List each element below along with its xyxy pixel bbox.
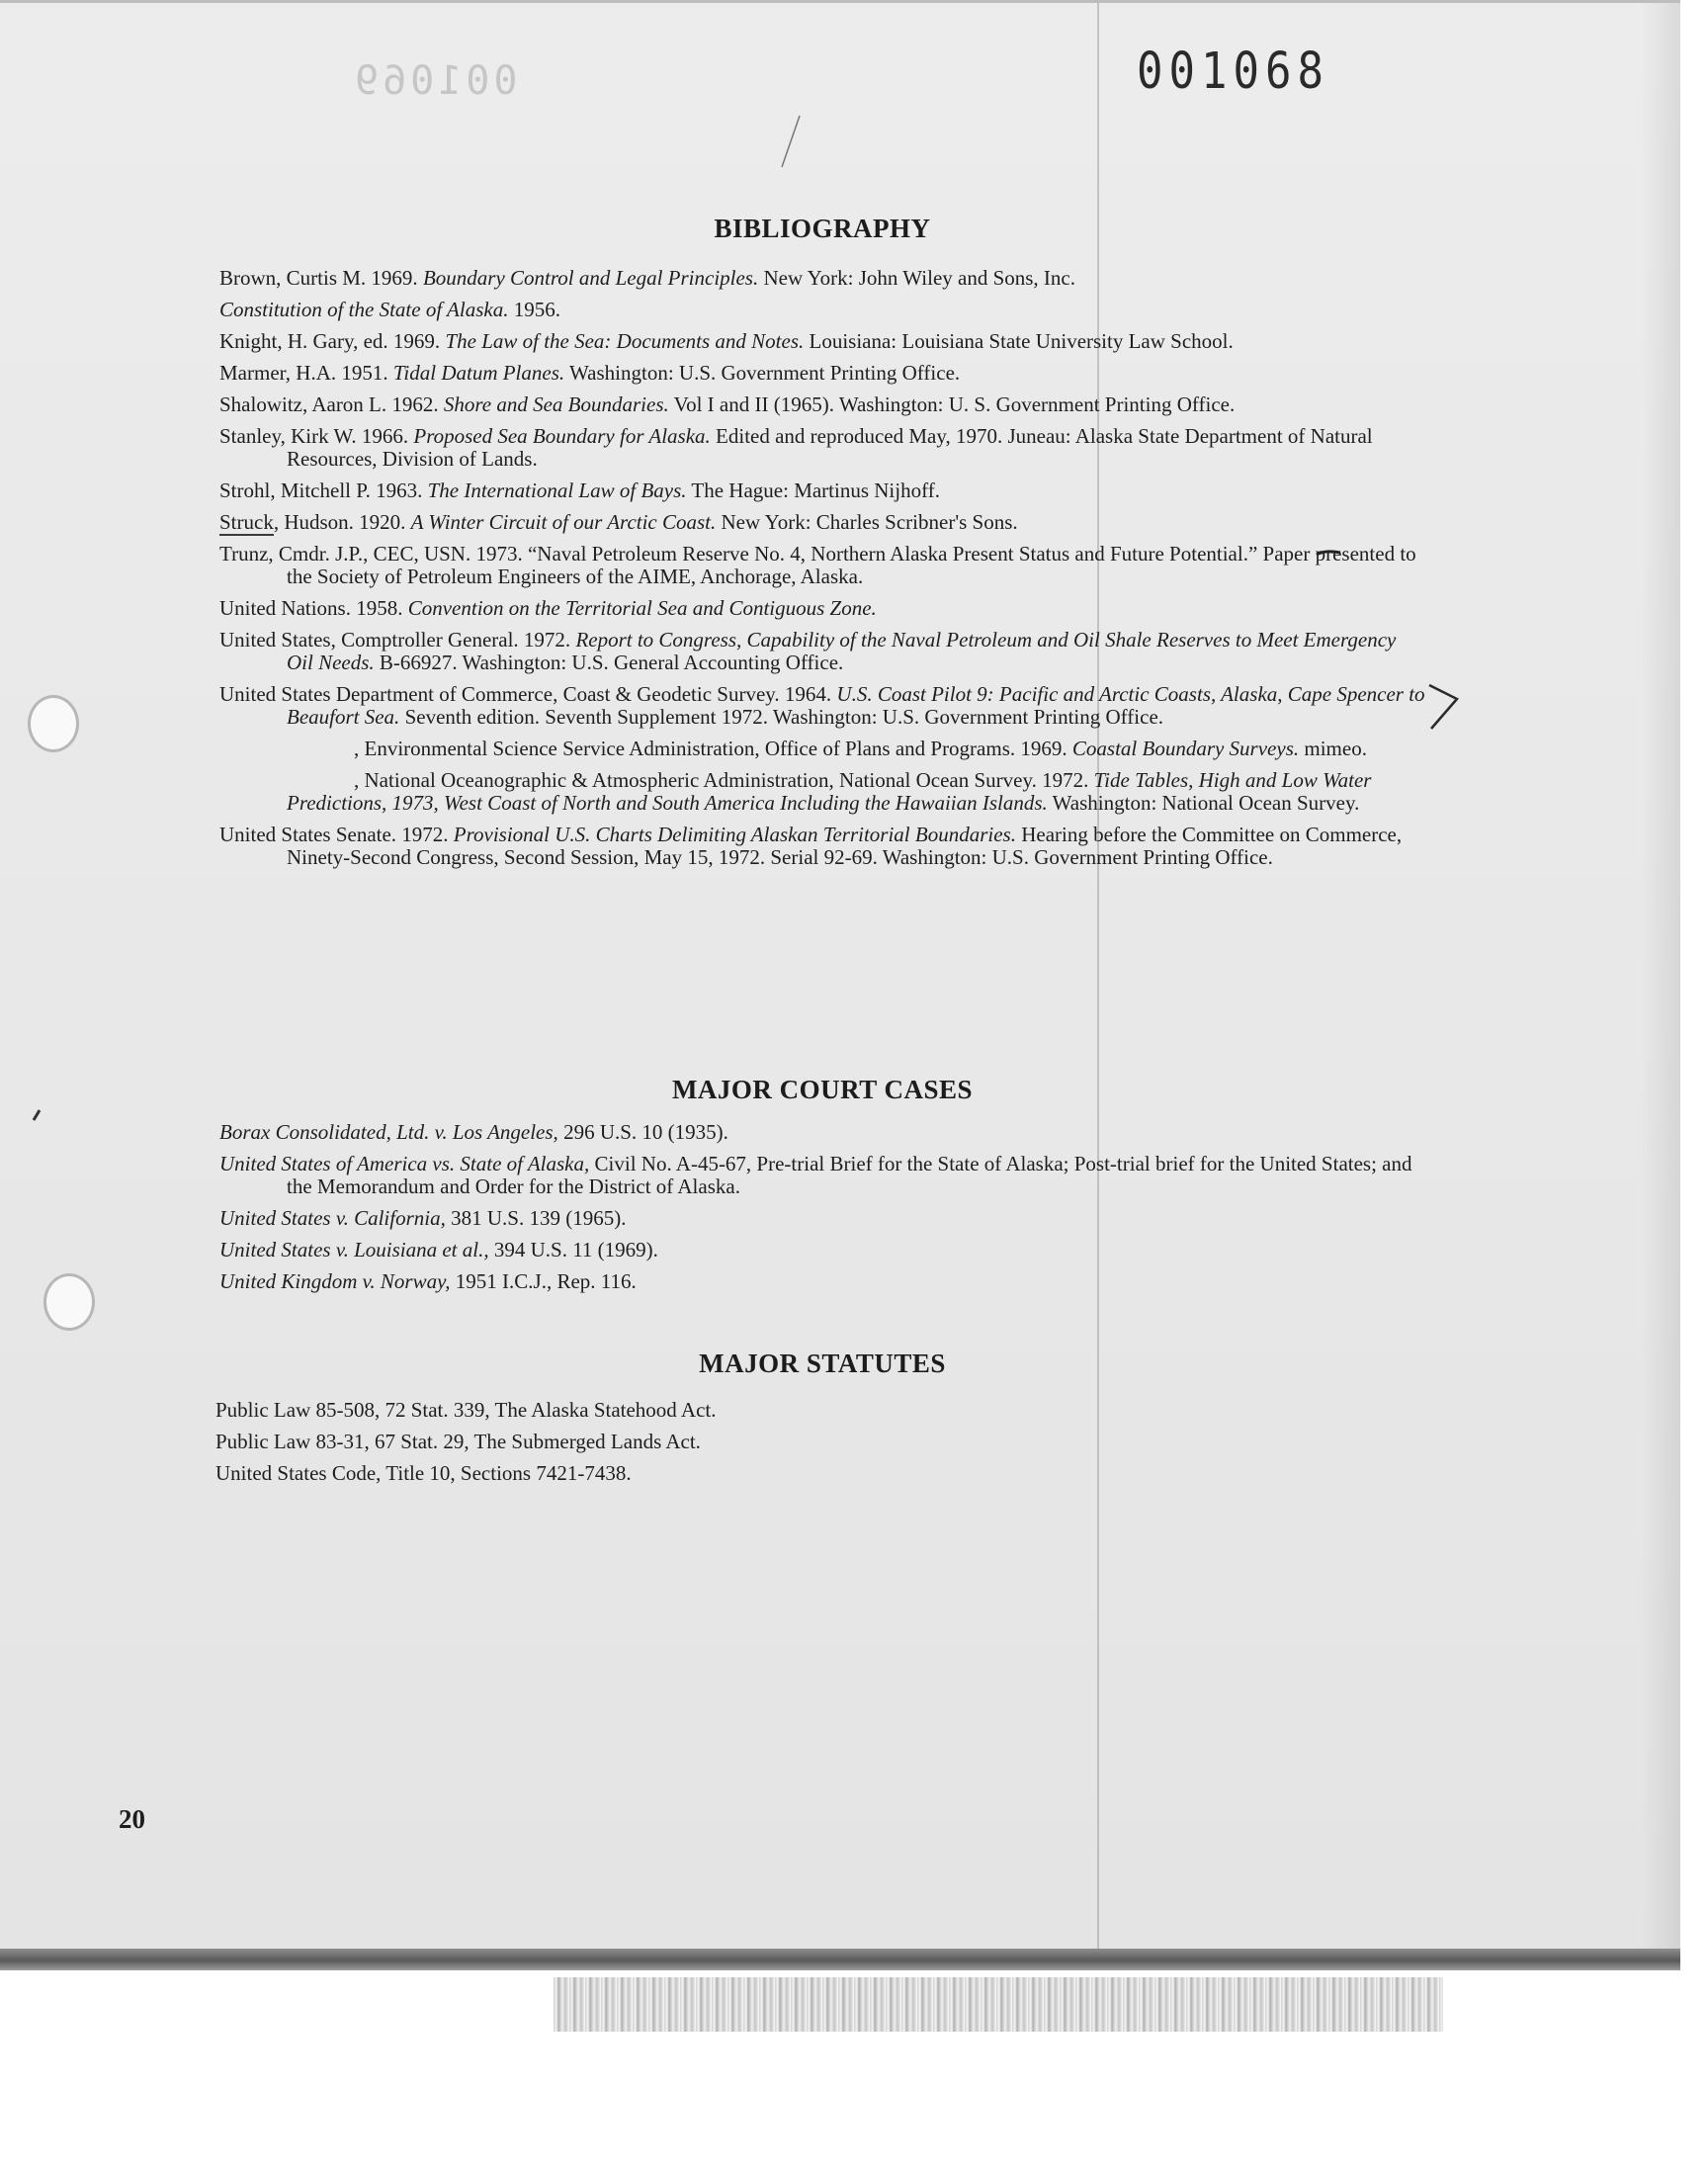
entry-publication-text: 296 U.S. 10 (1935). <box>557 1120 728 1144</box>
bibliography-entry <box>219 362 1427 385</box>
bleed-through-number: 001069 <box>351 58 518 104</box>
page-bottom-edge <box>0 1949 1680 1970</box>
statute-entry <box>215 1462 1423 1485</box>
entry-publication-text: New York: Charles Scribner's Sons. <box>716 510 1018 534</box>
entry-publication-text: Washington: National Ocean Survey. <box>1047 791 1360 815</box>
court-case-entry <box>219 1270 1427 1293</box>
bibliography-entry <box>219 330 1427 353</box>
margin-dash-mark <box>1315 547 1344 561</box>
entry-publication-text: Hearing before the Committee on Commerce, Ninety-Second Congress, Second Session, May 15, 1972. Serial 92-69. Washington: U.S. Government Printing Office. <box>287 823 1403 869</box>
entry-title: Tidal Datum Planes. <box>392 361 565 385</box>
entry-publication-text: Washington: U.S. Government Printing Office. <box>564 361 961 385</box>
binder-hole-lower <box>43 1273 95 1331</box>
page-shadow-edge <box>1641 3 1680 1970</box>
statutes-heading: MAJOR STATUTES <box>699 1348 946 1378</box>
entry-author-text: United States, Comptroller General. 1972. <box>219 628 576 652</box>
entry-title: United States v. Louisiana et al., <box>219 1238 489 1262</box>
bibliography-entry <box>219 769 1427 815</box>
bibliography-entry <box>219 393 1427 416</box>
entry-publication-text: Seventh edition. Seventh Supplement 1972. Washington: U.S. Government Printing Office. <box>399 705 1164 729</box>
entry-author-text: Public Law 83-31, 67 Stat. 29, The Submerged Lands Act. <box>215 1430 701 1453</box>
entry-publication-text: 1951 I.C.J., Rep. 116. <box>450 1269 637 1293</box>
statute-entry <box>215 1431 1423 1453</box>
entry-publication-text: Louisiana: Louisiana State University Law School. <box>804 329 1234 353</box>
entry-publication-text: mimeo. <box>1299 737 1367 760</box>
court-case-entry <box>219 1153 1427 1198</box>
entry-publication-text: 1956. <box>508 298 560 321</box>
bibliography-entry <box>219 824 1427 869</box>
entry-title: Tide Tables, High and Low Water Predictions, 1973, West Coast of North and South America Including the Hawaiian Islands. <box>287 768 1372 815</box>
stray-tick-mark <box>30 1108 43 1124</box>
bibliography-entry <box>219 425 1427 471</box>
bibliography-heading: BIBLIOGRAPHY <box>714 214 931 243</box>
entry-author-text: United Nations. 1958. <box>219 596 408 620</box>
entry-title: A Winter Circuit of our Arctic Coast. <box>410 510 717 534</box>
court-case-entry <box>219 1121 1427 1144</box>
entry-publication-text: New York: John Wiley and Sons, Inc. <box>758 266 1075 290</box>
entry-author-text: Knight, H. Gary, ed. 1969. <box>219 329 446 353</box>
entry-author-text: Trunz, Cmdr. J.P., CEC, USN. 1973. “Naval Petroleum Reserve No. 4, Northern Alaska Present Status and Future Potential.” Paper presented to the Society of Petroleum Engineers of the AIME, Anchorage, Alaska. <box>219 542 1416 588</box>
entry-title: Shore and Sea Boundaries. <box>443 392 669 416</box>
entry-title: U.S. Coast Pilot 9: Pacific and Arctic Coasts, Alaska, Cape Spencer to Beaufort Sea. <box>287 682 1425 729</box>
entry-title: Provisional U.S. Charts Delimiting Alaskan Territorial Boundaries. <box>453 823 1016 846</box>
entry-author-text: Strohl, Mitchell P. 1963. <box>219 478 428 502</box>
entry-publication-text: Vol I and II (1965). Washington: U. S. Government Printing Office. <box>668 392 1236 416</box>
entry-author-text: Brown, Curtis M. 1969. <box>219 266 423 290</box>
court-case-entry <box>219 1207 1427 1230</box>
entry-title: Report to Congress, Capability of the Naval Petroleum and Oil Shale Reserves to Meet Emergency Oil Needs. <box>287 628 1397 674</box>
entry-author-text: United States Code, Title 10, Sections 7421-7438. <box>215 1461 632 1485</box>
entry-publication-text: 381 U.S. 139 (1965). <box>445 1206 627 1230</box>
entry-title: The Law of the Sea: Documents and Notes. <box>445 329 805 353</box>
entry-title: Coastal Boundary Surveys. <box>1071 737 1300 760</box>
entry-author-text: , Hudson. 1920. <box>273 510 411 534</box>
entry-title: The International Law of Bays. <box>427 478 687 502</box>
pen-stroke-mark <box>776 112 806 171</box>
entry-title: United Kingdom v. Norway, <box>219 1269 451 1293</box>
entry-author-text: Marmer, H.A. 1951. <box>219 361 393 385</box>
bibliography-entry <box>219 597 1427 620</box>
entry-title: Borax Consolidated, Ltd. v. Los Angeles, <box>219 1120 558 1144</box>
page-number: 20 <box>119 1804 145 1834</box>
entry-title: Boundary Control and Legal Principles. <box>422 266 759 290</box>
court-case-entry <box>219 1239 1427 1262</box>
entry-author-text: Public Law 85-508, 72 Stat. 339, The Alaska Statehood Act. <box>215 1398 717 1422</box>
bibliography-list <box>219 267 1427 878</box>
entry-publication-text: 394 U.S. 11 (1969). <box>488 1238 658 1262</box>
bibliography-entry <box>219 299 1427 321</box>
underlined-author: Struck <box>219 510 274 534</box>
statute-entry <box>215 1399 1423 1422</box>
bibliography-entry <box>219 543 1427 588</box>
entry-title: Convention on the Territorial Sea and Contiguous Zone. <box>407 596 877 620</box>
entry-title: United States of America vs. State of Alaska, <box>219 1152 590 1175</box>
bibliography-entry <box>219 738 1427 760</box>
court-cases-list <box>219 1121 1427 1302</box>
entry-title: Proposed Sea Boundary for Alaska. <box>413 424 711 448</box>
binder-hole-upper <box>28 695 79 752</box>
entry-title: Constitution of the State of Alaska. <box>219 298 509 321</box>
bibliography-entry <box>219 479 1427 502</box>
entry-author-text: , Environmental Science Service Administration, Office of Plans and Programs. 1969. <box>354 737 1072 760</box>
bibliography-entry <box>219 511 1427 534</box>
court-cases-heading: MAJOR COURT CASES <box>671 1075 974 1104</box>
entry-author-text: Stanley, Kirk W. 1966. <box>219 424 414 448</box>
entry-title: United States v. California, <box>219 1206 446 1230</box>
entry-author-text: United States Senate. 1972. <box>219 823 454 846</box>
bibliography-entry <box>219 629 1427 674</box>
margin-check-mark <box>1423 679 1463 735</box>
entry-publication-text: Civil No. A-45-67, Pre-trial Brief for the State of Alaska; Post-trial brief for the United States; and the Memorandum and Order for the District of Alaska. <box>287 1152 1412 1198</box>
statutes-list <box>215 1399 1423 1494</box>
bibliography-entry <box>219 683 1427 729</box>
entry-publication-text: The Hague: Martinus Nijhoff. <box>686 478 940 502</box>
entry-publication-text: B-66927. Washington: U.S. General Accounting Office. <box>374 651 844 674</box>
entry-author-text: , National Oceanographic & Atmospheric Administration, National Ocean Survey. 1972. <box>354 768 1094 792</box>
scan-artifact-band <box>554 1977 1443 2032</box>
entry-publication-text: Edited and reproduced May, 1970. Juneau: Alaska State Department of Natural Resources, Division of Lands. <box>287 424 1373 471</box>
entry-author-text: Shalowitz, Aaron L. 1962. <box>219 392 444 416</box>
bibliography-entry <box>219 267 1427 290</box>
entry-author-text: United States Department of Commerce, Coast & Geodetic Survey. 1964. <box>219 682 837 706</box>
document-stamp-number: 001068 <box>1137 43 1329 101</box>
